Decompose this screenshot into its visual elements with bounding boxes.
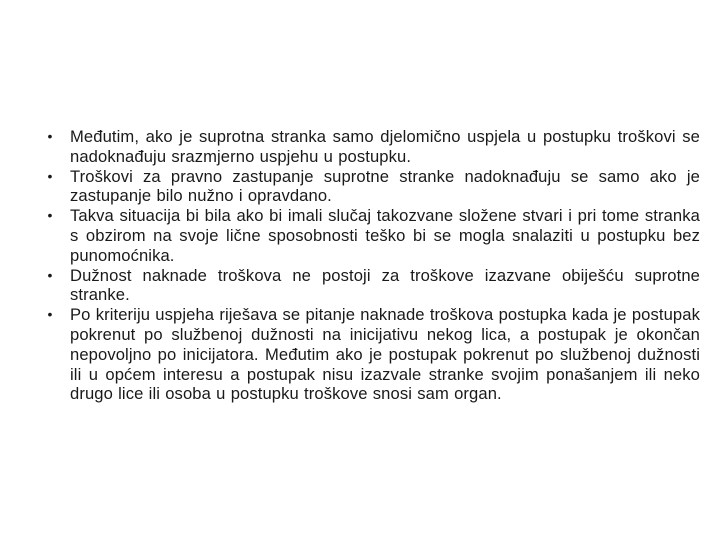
bullet-text: Dužnost naknade troškova ne postoji za troškove izazvane obiješću suprotne stranke. bbox=[70, 265, 700, 305]
bullet-text: Troškovi za pravno zastupanje suprotne stranke nadoknađuju se samo ako je zastupanje bilo nužno i opravdano. bbox=[70, 166, 700, 206]
bullet-text: Međutim, ako je suprotna stranka samo djelomično uspjela u postupku troškovi se nadoknađuju srazmjerno uspjehu u postupku. bbox=[70, 127, 700, 166]
bullet-dot-icon: • bbox=[47, 266, 53, 283]
bullet-list bbox=[44, 127, 700, 404]
bullet-text: Takva situacija bi bila ako bi imali slučaj takozvane složene stvari i pri tome stranka s obzirom na svoje lične sposobnosti teško bi se mogla snalaziti u postupku bez punomoćnika. bbox=[70, 206, 700, 265]
bullet-item bbox=[44, 167, 700, 207]
bullet-dot-icon: • bbox=[47, 128, 53, 144]
bullet-item bbox=[44, 266, 700, 306]
bullet-text: Po kriteriju uspjeha riješava se pitanje naknade troškova postupka kada je postupak pokrenut po službenoj dužnosti na inicijativu nekog lica, a postupak je okončan nepovoljno po inicijatora. Međutim ako je postupak pokrenut po službenoj dužnosti ili u općem interesu a postupak nisu izazvale stranke svojim ponašanjem ili neko drugo lice ili osoba u postupku troškove snosi sam organ. bbox=[70, 305, 700, 404]
bullet-item bbox=[44, 127, 700, 167]
bullet-dot-icon: • bbox=[47, 167, 53, 184]
bullet-item bbox=[44, 305, 700, 404]
bullet-dot-icon: • bbox=[47, 306, 53, 323]
bullet-dot-icon: • bbox=[47, 207, 53, 224]
bullet-item bbox=[44, 206, 700, 265]
